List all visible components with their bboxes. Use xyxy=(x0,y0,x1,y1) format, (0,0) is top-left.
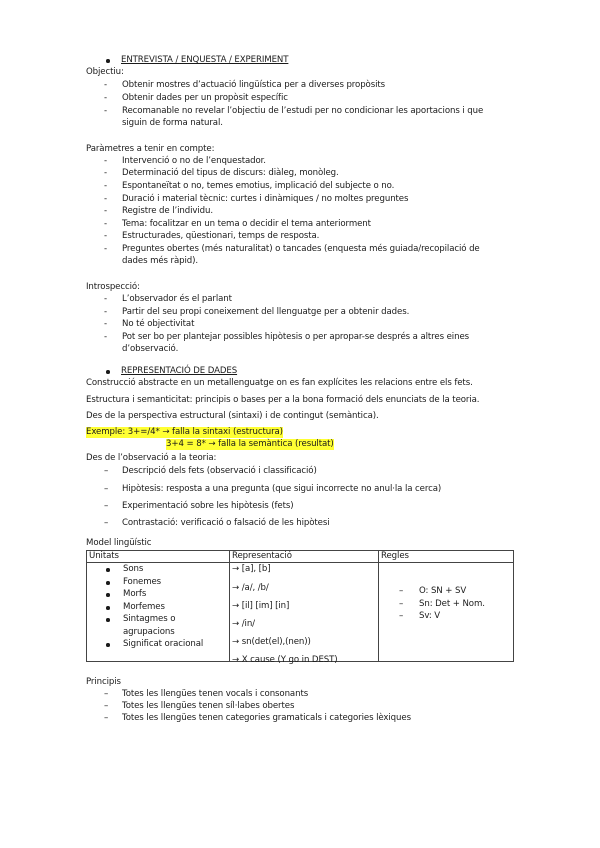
dash: – xyxy=(104,701,109,711)
table-row xyxy=(87,563,514,662)
dash: – xyxy=(104,689,109,699)
objectiu-item: Recomanable no revelar l’objectiu de l’estudi per no condicionar les aportacions i que xyxy=(122,106,484,116)
representacio-item: → [il] [im] [in] xyxy=(232,601,290,611)
dash: - xyxy=(104,156,108,166)
dash: – xyxy=(104,501,109,511)
dash: – xyxy=(104,518,109,528)
table-header-cell xyxy=(379,551,514,563)
example-line-syntax: Exemple: 3+=/4* → falla la sintaxi (estructura) xyxy=(86,427,283,437)
dash: – xyxy=(399,586,404,596)
introspeccio-item: Pot ser bo per plantejar possibles hipòtesis o per apropar-se després a altres eines xyxy=(122,332,470,342)
regla-item: Sv: V xyxy=(419,611,441,621)
table-header-row xyxy=(87,551,514,563)
body-line: Construcció abstracte en un metallenguatge on es fan explícites les relacions entre els fets. xyxy=(86,378,473,388)
dash: – xyxy=(104,484,109,494)
model-label: Model lingüístic xyxy=(86,538,152,548)
dash: - xyxy=(104,206,108,216)
objectiu-item: Obtenir dades per un propòsit específic xyxy=(122,93,288,103)
parametre-item: Estructurades, qüestionari, temps de resposta. xyxy=(122,231,320,241)
teoria-label: Des de l’observació a la teoria: xyxy=(86,453,217,463)
introspeccio-label: Introspecció: xyxy=(86,282,140,292)
body-line: Des de la perspectiva estructural (sintaxi) i de contingut (semàntica). xyxy=(86,411,379,421)
unitat-item: Significat oracional xyxy=(123,639,204,649)
unitat-item: Morfemes xyxy=(123,602,165,612)
dash: - xyxy=(104,307,108,317)
bullet-dot xyxy=(106,593,110,597)
objectiu-label: Objectiu: xyxy=(86,67,124,77)
bullet-dot xyxy=(106,581,110,585)
header-unitats: Unitats xyxy=(89,551,119,561)
introspeccio-item: L’observador és el parlant xyxy=(122,294,232,304)
dash: - xyxy=(104,168,108,178)
parametre-item: Intervenció o no de l’enquestador. xyxy=(122,156,266,166)
parametre-item: Duració i material tècnic: curtes i dinàmiques / no moltes preguntes xyxy=(122,194,409,204)
representacio-item: → /a/, /b/ xyxy=(232,583,269,593)
bullet-dot xyxy=(106,606,110,610)
table-header-cell xyxy=(230,551,379,563)
unitat-item-continued: agrupacions xyxy=(123,627,175,637)
regla-item: O: SN + SV xyxy=(419,586,467,596)
representacio-item: → X cause (Y go in DEST) xyxy=(232,655,338,665)
parametre-item: Preguntes obertes (més naturalitat) o tancades (enquesta més guiada/recopilació de xyxy=(122,244,480,254)
teoria-item: Descripció dels fets (observació i classificació) xyxy=(122,466,317,476)
bullet-dot xyxy=(106,618,110,622)
model-table xyxy=(86,550,514,665)
bullet-dot xyxy=(106,568,110,572)
dash: - xyxy=(104,194,108,204)
unitat-item: Fonemes xyxy=(123,577,162,587)
dash: - xyxy=(104,244,108,254)
dash: - xyxy=(104,319,108,329)
dash: – xyxy=(399,599,404,609)
dash: - xyxy=(104,219,108,229)
bullet-dot xyxy=(106,643,110,647)
section-heading-entrevista: ENTREVISTA / ENQUESTA / EXPERIMENT xyxy=(121,55,289,65)
unitat-item: Sons xyxy=(123,564,144,574)
body-line: Estructura i semanticitat: principis o bases per a la bona formació dels enunciats de la teoria. xyxy=(86,395,480,405)
dash: - xyxy=(104,106,108,116)
parametre-item: Registre de l’individu. xyxy=(122,206,214,216)
parametre-item: Determinació del tipus de discurs: diàleg, monòleg. xyxy=(122,168,339,178)
representacio-cell xyxy=(230,563,379,665)
representacio-item: → sn(det(el),(nen)) xyxy=(232,637,311,647)
header-representacio: Representació xyxy=(232,551,292,561)
principis-label: Principis xyxy=(86,677,121,687)
dash: - xyxy=(104,332,108,342)
dash: - xyxy=(104,231,108,241)
parametre-item: Tema: focalitzar en un tema o decidir el tema anteriorment xyxy=(122,219,371,229)
representacio-item: → /in/ xyxy=(232,619,255,629)
parametre-item-continued: dades més ràpid). xyxy=(122,256,199,266)
teoria-item: Hipòtesis: resposta a una pregunta (que sigui incorrecte no anul·la la cerca) xyxy=(122,484,442,494)
dash: - xyxy=(104,93,108,103)
principi-item: Totes les llengües tenen vocals i consonants xyxy=(122,689,309,699)
parametres-label: Paràmetres a tenir en compte: xyxy=(86,144,215,154)
introspeccio-item: No té objectivitat xyxy=(122,319,195,329)
section-heading-representacio: REPRESENTACIÓ DE DADES xyxy=(121,366,238,376)
dash: – xyxy=(399,611,404,621)
unitats-cell xyxy=(87,563,230,662)
unitat-item: Morfs xyxy=(123,589,147,599)
unitat-item: Sintagmes o xyxy=(123,614,176,624)
regles-cell xyxy=(379,563,514,662)
teoria-item: Experimentació sobre les hipòtesis (fets) xyxy=(122,501,294,511)
principi-item: Totes les llengües tenen síl·labes obertes xyxy=(122,701,295,711)
header-regles: Regles xyxy=(381,551,409,561)
dash: – xyxy=(104,713,109,723)
regla-item: Sn: Det + Nom. xyxy=(419,599,485,609)
dash: - xyxy=(104,294,108,304)
introspeccio-item-continued: d’observació. xyxy=(122,344,179,354)
bullet-dot xyxy=(106,59,110,63)
objectiu-item-continued: siguin de forma natural. xyxy=(122,118,223,128)
example-line-semantics: 3+4 = 8* → falla la semàntica (resultat) xyxy=(166,439,334,449)
table-header-cell xyxy=(87,551,230,563)
introspeccio-item: Partir del seu propi coneixement del llenguatge per a obtenir dades. xyxy=(122,307,410,317)
dash: - xyxy=(104,80,108,90)
dash: – xyxy=(104,466,109,476)
representacio-item: → [a], [b] xyxy=(232,564,271,574)
parametre-item: Espontaneïtat o no, temes emotius, implicació del subjecte o no. xyxy=(122,181,395,191)
teoria-item: Contrastació: verificació o falsació de les hipòtesi xyxy=(122,518,330,528)
principi-item: Totes les llengües tenen categories gramaticals i categories lèxiques xyxy=(122,713,411,723)
dash: - xyxy=(104,181,108,191)
bullet-dot xyxy=(106,370,110,374)
objectiu-item: Obtenir mostres d’actuació lingüística per a diverses propòsits xyxy=(122,80,386,90)
